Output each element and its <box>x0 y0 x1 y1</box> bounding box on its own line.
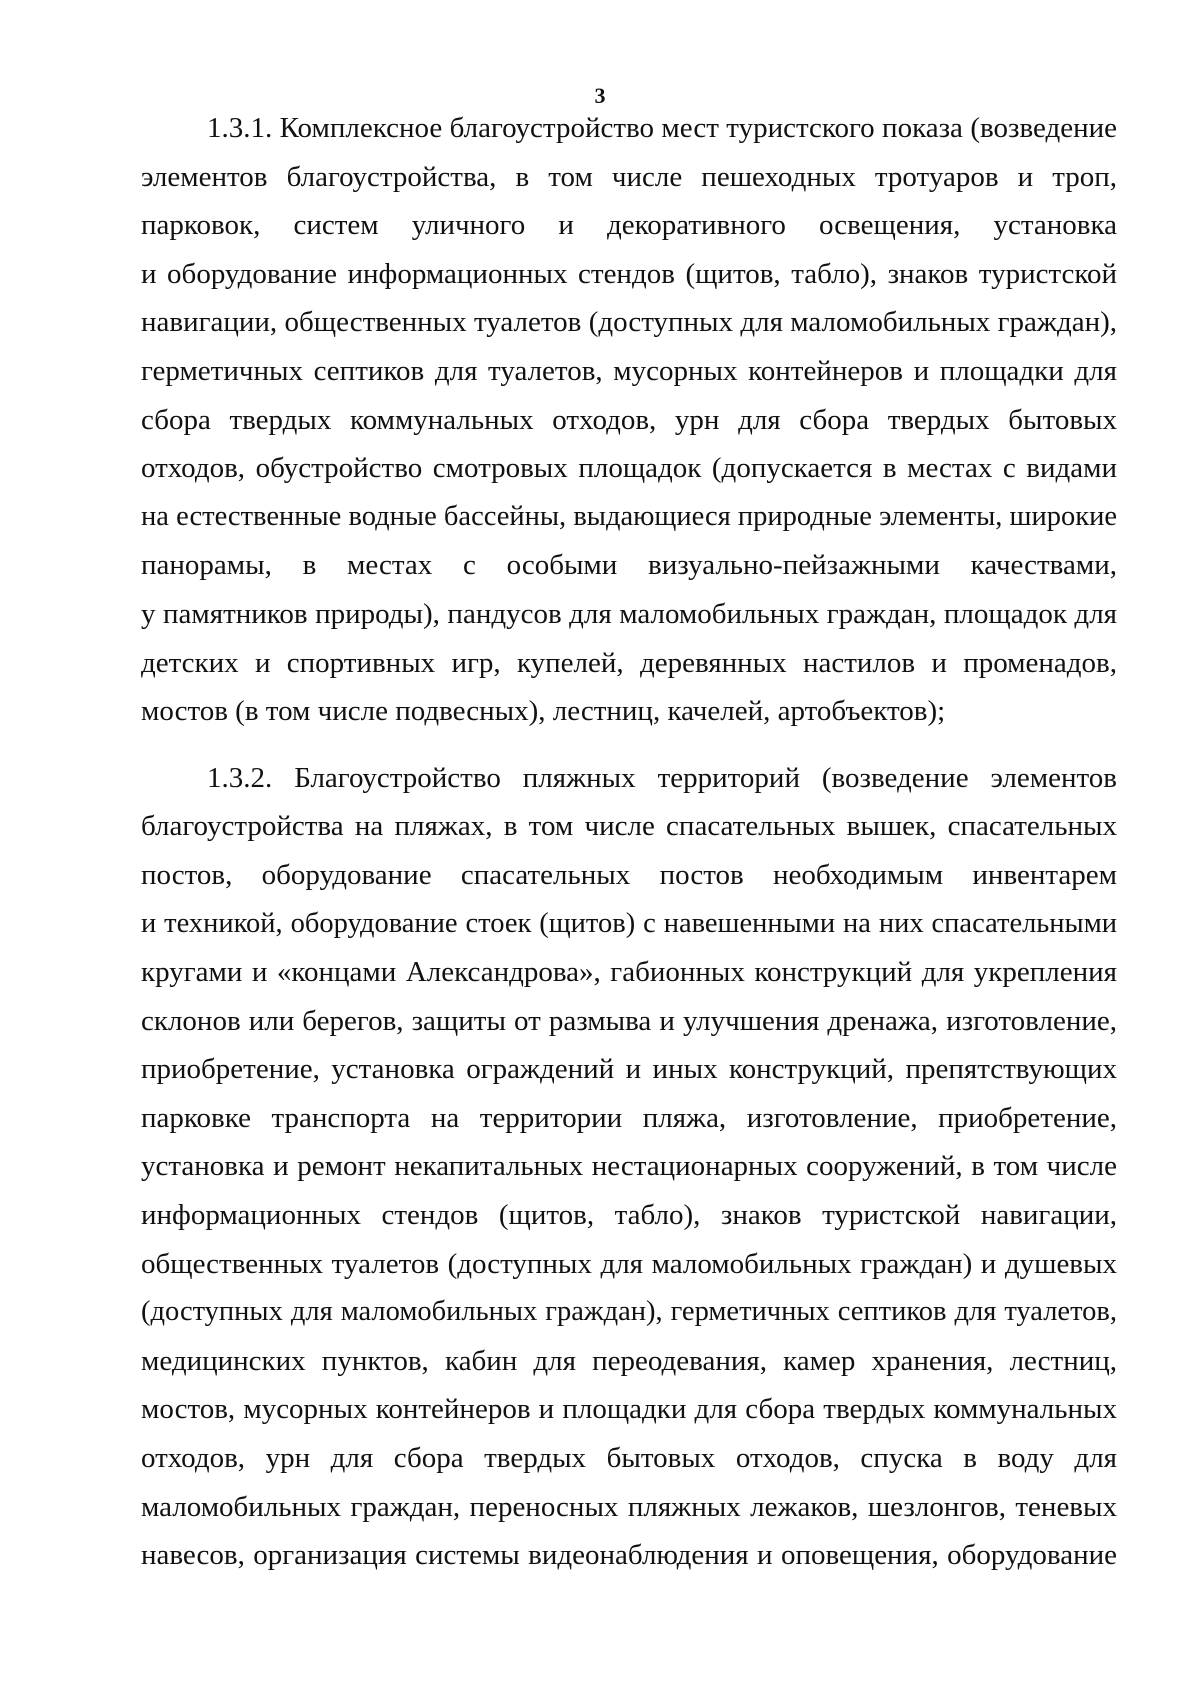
paragraph-line: установка и ремонт некапитальных нестационарных сооружений, в том числе <box>141 1150 1117 1183</box>
paragraph-line: общественных туалетов (доступных для маломобильных граждан) и душевых <box>141 1247 1117 1280</box>
paragraph-line: мостов (в том числе подвесных), лестниц, качелей, артобъектов); <box>141 695 946 728</box>
paragraph-line: на естественные водные бассейны, выдающиеся природные элементы, широкие <box>141 500 1117 532</box>
paragraph-gap <box>141 736 1117 754</box>
paragraph-line: мостов, мусорных контейнеров и площадки для сбора твердых коммунальных <box>141 1393 1117 1426</box>
paragraph-line: благоустройства на пляжах, в том числе спасательных вышек, спасательных <box>141 810 1117 843</box>
paragraph-line: маломобильных граждан, переносных пляжных лежаков, шезлонгов, теневых <box>141 1490 1117 1523</box>
paragraph-line: (доступных для маломобильных граждан), герметичных септиков для туалетов, <box>141 1296 1117 1328</box>
paragraph-line: навесов, организация системы видеонаблюдения и оповещения, оборудование <box>141 1539 1117 1572</box>
paragraph-1-3-1 <box>141 104 1117 736</box>
paragraph-line: информационных стендов (щитов, табло), знаков туристской навигации, <box>141 1199 1117 1232</box>
paragraph-line: приобретение, установка ограждений и иных конструкций, препятствующих <box>141 1053 1117 1086</box>
paragraph-line: постов, оборудование спасательных постов необходимым инвентарем <box>141 858 1117 891</box>
paragraph-line: и оборудование информационных стендов (щитов, табло), знаков туристской <box>141 257 1117 290</box>
paragraph-line: навигации, общественных туалетов (доступных для маломобильных граждан), <box>141 306 1117 339</box>
paragraph-line: парковок, систем уличного и декоративного освещения, установка <box>141 209 1117 242</box>
paragraph-line: 1.3.2. Благоустройство пляжных территорий (возведение элементов <box>207 761 1117 794</box>
paragraph-line: элементов благоустройства, в том числе пешеходных тротуаров и троп, <box>141 160 1117 193</box>
paragraph-line: и техникой, оборудование стоек (щитов) с навешенными на них спасательными <box>141 907 1117 939</box>
paragraph-1-3-2 <box>141 754 1117 1580</box>
page-number: 3 <box>594 83 606 108</box>
paragraph-line: у памятников природы), пандусов для маломобильных граждан, площадок для <box>141 597 1117 630</box>
paragraph-line: панорамы, в местах с особыми визуально-пейзажными качествами, <box>141 549 1117 582</box>
paragraph-line: герметичных септиков для туалетов, мусорных контейнеров и площадки для <box>141 354 1117 387</box>
paragraph-line: отходов, урн для сбора твердых бытовых отходов, спуска в воду для <box>141 1442 1117 1475</box>
paragraph-line: 1.3.1. Комплексное благоустройство мест туристского показа (возведение <box>207 112 1117 144</box>
paragraph-line: сбора твердых коммунальных отходов, урн для сбора твердых бытовых <box>141 403 1117 436</box>
paragraph-line: отходов, обустройство смотровых площадок (допускается в местах с видами <box>141 452 1117 485</box>
paragraph-line: медицинских пунктов, кабин для переодевания, камер хранения, лестниц, <box>141 1344 1117 1377</box>
document-body <box>141 104 1117 1580</box>
paragraph-line: детских и спортивных игр, купелей, деревянных настилов и променадов, <box>141 646 1117 679</box>
paragraph-line: парковке транспорта на территории пляжа, изготовление, приобретение, <box>141 1101 1117 1134</box>
paragraph-line: склонов или берегов, защиты от размыва и улучшения дренажа, изготовление, <box>141 1004 1117 1037</box>
paragraph-line: кругами и «концами Александрова», габионных конструкций для укрепления <box>141 956 1117 989</box>
